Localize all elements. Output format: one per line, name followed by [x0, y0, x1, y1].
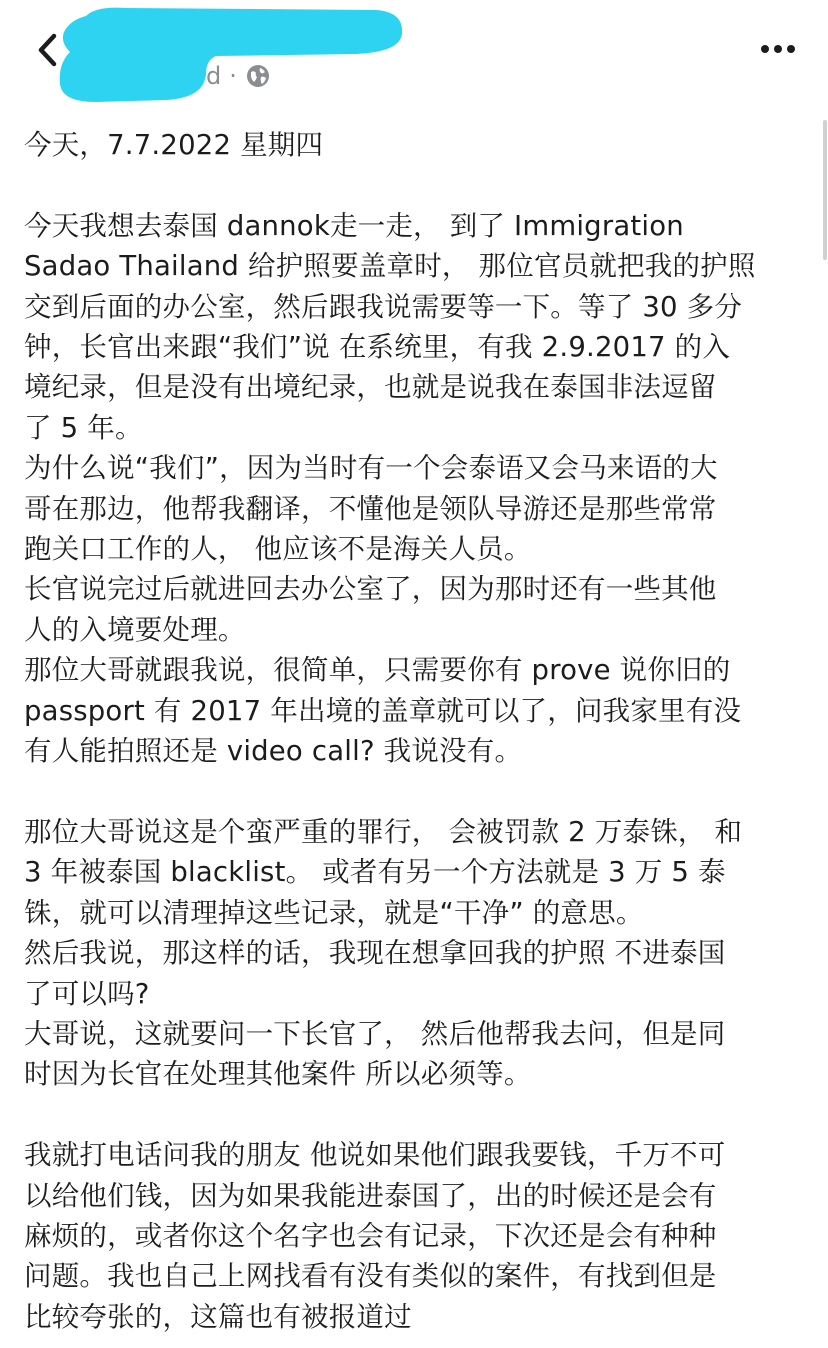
text-line: 比较夸张的，这篇也有被报道过	[24, 1300, 412, 1333]
text-line: 然后我说，那这样的话，我现在想拿回我的护照 不进泰国	[24, 937, 726, 970]
text-line: 麻烦的，或者你这个名字也会有记录，下次还是会有种种	[24, 1219, 717, 1252]
scrollbar[interactable]	[822, 112, 828, 1348]
text-line: 以给他们钱，因为如果我能进泰国了，出的时候还是会有	[24, 1179, 717, 1212]
post-header	[0, 0, 828, 110]
text-line: 时因为长官在处理其他案件 所以必须等。	[24, 1058, 532, 1091]
ellipsis-icon	[760, 44, 796, 54]
scrollbar-thumb[interactable]	[823, 120, 827, 260]
text-line: 3 年被泰国 blacklist。 或者有另一个方法就是 3 万 5 泰	[24, 856, 726, 889]
post-body	[24, 125, 806, 1337]
text-line: 长官说完过后就进回去办公室了，因为那时还有一些其他	[24, 573, 717, 606]
paragraph-gap	[24, 165, 806, 205]
text-line: 有人能拍照还是 video call? 我说没有。	[24, 735, 523, 768]
more-options-button[interactable]	[756, 34, 800, 64]
text-line: 那位大哥就跟我说，很简单，只需要你有 prove 说你旧的	[24, 654, 731, 687]
post-time: d	[206, 62, 222, 90]
text-line: 跑关口工作的人， 他应该不是海关人员。	[24, 533, 532, 566]
text-line: 大哥说，这就要问一下长官了， 然后他帮我去问，但是同	[24, 1017, 726, 1050]
text-line: 了 5 年。	[24, 411, 143, 444]
paragraph-gap	[24, 771, 806, 811]
text-line: 交到后面的办公室，然后跟我说需要等一下。等了 30 多分	[24, 290, 743, 323]
post-date-line: 今天，7.7.2022 星期四	[24, 129, 324, 161]
meta-separator: ·	[229, 62, 237, 90]
text-line: 我就打电话问我的朋友 他说如果他们跟我要钱，千万不可	[24, 1139, 726, 1172]
redaction-overlay	[56, 4, 406, 104]
text-line: 哥在那边，他帮我翻译，不懂他是领队导游还是那些常常	[24, 492, 717, 525]
text-line: 人的入境要处理。	[24, 613, 246, 646]
text-line: 为什么说“我们”，因为当时有一个会泰语又会马来语的大	[24, 452, 718, 485]
text-line: 问题。我也自己上网找看有没有类似的案件，有找到但是	[24, 1260, 717, 1293]
text-line: 钟，长官出来跟“我们”说 在系统里，有我 2.9.2017 的入	[24, 331, 731, 364]
text-line: 境纪录，但是没有出境纪录，也就是说我在泰国非法逗留	[24, 371, 717, 404]
text-line: 那位大哥说这是个蛮严重的罪行， 会被罚款 2 万泰铢， 和	[24, 815, 743, 848]
text-line: 了可以吗?	[24, 977, 150, 1010]
text-line: 铢，就可以清理掉这些记录，就是“干净” 的意思。	[24, 896, 644, 929]
paragraph-gap	[24, 1095, 806, 1135]
text-line: Sadao Thailand 给护照要盖章时， 那位官员就把我的护照	[24, 250, 756, 283]
text-line: passport 有 2017 年出境的盖章就可以了，问我家里有没	[24, 694, 742, 727]
text-line: 今天我想去泰国 dannok走一走， 到了 Immigration	[24, 209, 684, 242]
